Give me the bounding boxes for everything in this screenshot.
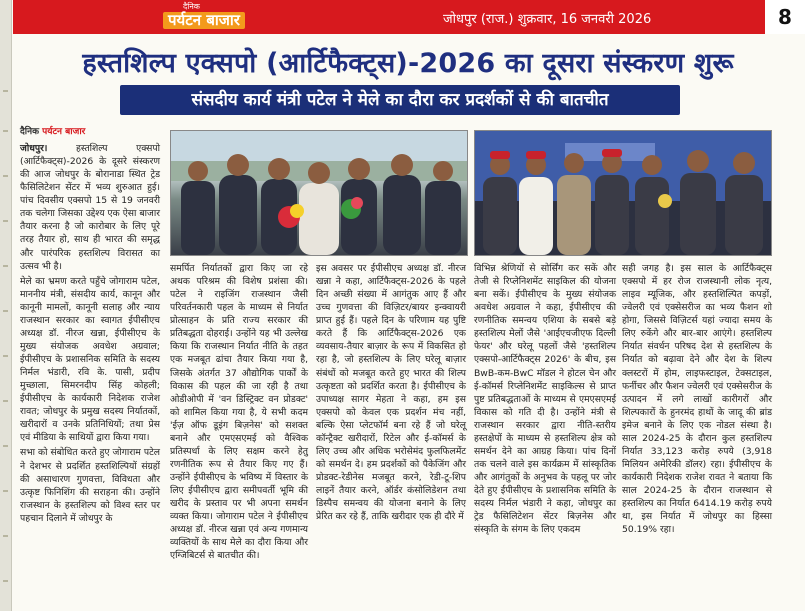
column-5-text: सही जगह है। इस साल के आर्टिफैक्ट्स एक्सपो में हर रोज राजस्थानी लोक नृत्य, लाइव म्यूजिक, और हस्तशिल्पित कपड़ों, ज्वेलरी एवं एक्सेसरीज का भव्य फैशन शो होगा, जिससे विज़िटर्स यहां ज्यादा समय के लिए रुकेंगे और बार-बार आएंगे। हस्तशिल्प निर्यात संवर्धन परिषद देश से हस्तशिल्प के निर्यात को बढ़ावा देने और देश के शिल्प क्लस्टरों में होम, लाइफस्टाइल, टेक्सटाइल, फर्नीचर और फैशन ज्वेलरी एवं एक्सेसरीज के उत्पादन में लगे लाखों कारीगरों और शिल्पकारों के हुनरमंद हाथों के जादू की ब्रांड इमेज बनाने के लिए एक नोडल संस्था है। साल 2024-25 के दौरान कुल हस्तशिल्प निर्यात 33,123 करोड़ रुपये (3,918 मिलियन अमेरिकी डॉलर) रहा। ईपीसीएच के कार्यकारी निदेशक राजेश रावत ने बताया कि साल 2024-25 के दौरान राजस्थान से हस्तशिल्प का निर्यात 6414.19 करोड़ रुपये था, इस निर्यात में जोधपुर का हिस्सा 50.19% रहा।	[622, 263, 772, 536]
column-3-text: इस अवसर पर ईपीसीएच अध्यक्ष डॉ. नीरज खन्ना ने कहा, आर्टिफैक्ट्स-2026 के पहले दिन अच्छी संख्या में आगंतुक आए हैं और उच्च गुणवत्ता की विज़िटर/बायर इन्क्वायरी प्राप्त हुई हैं। पहले दिन के परिणाम यह पुष्टि करते हैं कि आर्टिफैक्ट्स-2026 एक व्यवसाय-तैयार बाज़ार के रूप में विकसित हो रहा है, जो हस्तशिल्प के लिए घरेलू बाज़ार संबंधों को मजबूत करते हुए भारत की शिल्प उत्कृष्टता को प्रदर्शित करता है। ईपीसीएच के उपाध्यक्ष सागर मेहता ने कहा, हम इस एक्सपो को केवल एक प्रदर्शन मंच नहीं, बल्कि ऐसा प्लेटफॉर्म बना रहे हैं जो घरेलू कॉन्ट्रैक्ट खरीदारों, रिटेल और ई-कॉमर्स के लिए उच्च और अधिक भरोसेमंद फुलफिलमेंट को समर्थन दे। हम प्रदर्शकों को पैकेजिंग और प्रोडक्ट-रेडीनेस मजबूत करने, रेडी-टू-शिप लाइनें तैयार करने, ऑर्डर कंसोलिडेशन तथा डिस्पैच समन्वय की योजना बनाने के लिए प्रेरित कर रहे हैं, ताकि खरीदार एक ही दौरे में	[316, 263, 466, 523]
page-number: 8	[765, 0, 805, 34]
byline	[20, 124, 85, 137]
photo-stage-felicitation-art	[475, 131, 771, 255]
paragraph-3: सभा को संबोधित करते हुए जोगाराम पटेल ने देशभर से प्रदर्शित हस्तशिल्पियों संग्रहों की असाधारण गुणवत्ता, विविधता और उत्कृष्ट फिनिशिंग की सराहना की। उन्होंने राजस्थान के हस्तशिल्प को विश्व स्तर पर पहचान दिलाने में जोधपुर के	[20, 447, 160, 524]
dateline-lead: जोधपुर।	[20, 143, 48, 154]
paragraph-2: मेले का भ्रमण करते पहुँचे जोगाराम पटेल, माननीय मंत्री, संसदीय कार्य, कानून और कानूनी मामलों, कानूनी सलाह और न्याय राजस्थान सरकार का स्वागत ईपीसीएच अध्यक्ष डॉ. नीरज खन्ना, ईपीसीएच के मुख्य संयोजक अवधेश अग्रवाल; ईपीसीएच के प्रशासनिक समिति के सदस्य निर्मल भंडारी, रवि के. पासी, प्रदीप मुच्छाला, सिमरनदीप सिंह कोहली; ईपीसीएच के कार्यकारी निदेशक राजेश रावत; जोधपुर के प्रमुख सदस्य निर्यातकों, खरीदारों व उनके प्रतिनिधियों; तथा प्रेस एवं मीडिया के साथियों द्वारा किया गया।	[20, 275, 160, 444]
photo-minister-welcome-art	[171, 131, 467, 255]
article-column-5	[622, 262, 772, 538]
byline-prefix: दैनिक	[20, 127, 40, 137]
byline-brand: पर्यटन बाजार	[42, 127, 86, 137]
article-column-2	[170, 262, 308, 564]
brand-big: पर्यटन बाजार	[163, 12, 245, 29]
left-margin-strip	[0, 0, 12, 611]
masthead-bar	[13, 0, 805, 34]
paragraph-1: हस्तशिल्प एक्सपो (आर्टिफैक्ट्स)-2026 के दूसरे संस्करण की आज जोधपुर के बोरानाडा स्थित ट्रेड फैसिलिटेशन सेंटर में भव्य शुरुआत हुई। पांच दिवसीय एक्सपो 15 से 19 जनवरी तक चलेगा जिसका उद्देश्य एक ऐसा बाजार तैयार करना है जो कारोबार के लिए पूरे तरह तैयार हो, साथ ही भारत की समृद्ध और पारंपरिक हस्तशिल्प विरासत का उत्सव भी है।	[20, 143, 160, 272]
photo-stage-felicitation	[474, 130, 772, 256]
newspaper-logo	[163, 3, 245, 29]
column-2-text: समर्पित निर्यातकों द्वारा किए जा रहे अथक परिश्रम की विशेष प्रशंसा की। पटेल ने राइजिंग राजस्थान जैसी परिवर्तनकारी पहल के माध्यम से निर्यात प्रोत्साहन के प्रति राज्य सरकार की प्रतिबद्धता दोहराई। उन्होंने यह भी उल्लेख किया कि राजस्थान निर्यात नीति के तहत एक मजबूत ढांचा तैयार किया गया है, जिसके अंतर्गत 37 औद्योगिक पार्कों के विकास की पहल की जा रही है तथा ओडीओपी में 'वन डिस्ट्रिक्ट वन प्रोडक्ट' को शामिल किया गया है, ये सभी कदम 'ईज़ ऑफ डूइंग बिज़नेस' को सशक्त बनाने और एमएसएमई को वैश्विक प्रतिस्पर्धा के लिए सक्षम करने हेतु रणनीतिक रूप से तैयार किए गए हैं। उन्होंने ईपीसीएच के भविष्य में विस्तार के लिए ईपीसीएच द्वारा समीपवर्ती भूमि की खरीद के प्रस्ताव पर भी अपना समर्थन व्यक्त किया। जोगाराम पटेल ने ईपीसीएच अध्यक्ष डॉ. नीरज खन्ना एवं अन्य गणमान्य व्यक्तियों के साथ मेले का दौरा किया और एग्जिबिटर्स से बातचीत की।	[170, 263, 308, 562]
headline: हस्तशिल्प एक्सपो (आर्टिफैक्ट्स)-2026 का दूसरा संस्करण शुरू	[82, 48, 734, 79]
subheadline: संसदीय कार्य मंत्री पटेल ने मेले का दौरा कर प्रदर्शकों से की बातचीत	[120, 85, 680, 115]
dateline: जोधपुर (राज.) शुक्रवार, 16 जनवरी 2026	[443, 12, 652, 27]
photo-minister-welcome	[170, 130, 468, 256]
brand-small: दैनिक	[183, 2, 200, 11]
column-4-text: विभिन्न श्रेणियों से सोर्सिंग कर सकें और तेजी से रिप्लेनिशमेंट साइकिल की योजना बना सकें। ईपीसीएच के मुख्य संयोजक अवधेश अग्रवाल ने कहा, ईपीसीएच की रणनीतिक समन्वय एशिया के सबसे बड़े हस्तशिल्प मेलों जैसे 'आईएचजीएफ दिल्ली फेयर' और घरेलू पहलों जैसे 'हस्तशिल्प एक्सपो-आर्टिफैक्ट्स 2026' के बीच, इस BwB-कम-BwC मॉडल ने होटल चेन और ई-कॉमर्स रिप्लेनिशमेंट साइकिल्स से प्राप्त पुष्ट प्रतिबद्धताओं के माध्यम से एमएसएमई विकास को गति दी है। उन्होंने मंत्री से राजस्थान सरकार द्वारा नीति-स्तरीय हस्तक्षेपों के माध्यम से हस्तशिल्प क्षेत्र को समर्थन देने का आग्रह किया। पांच दिनों तक चलने वाले इस कार्यक्रम में सांस्कृतिक और आगंतुकों के अनुभव के पहलू पर जोर देते हुए ईपीसीएच के प्रशासनिक समिति के सदस्य निर्मल भंडारी ने कहा, जोधपुर का ट्रेड फैसिलिटेशन सेंटर बिज़नेस और संस्कृति के संगम के लिए एकदम	[474, 263, 616, 536]
article-column-1	[20, 142, 160, 527]
article-column-4	[474, 262, 616, 538]
article-column-3	[316, 262, 466, 525]
